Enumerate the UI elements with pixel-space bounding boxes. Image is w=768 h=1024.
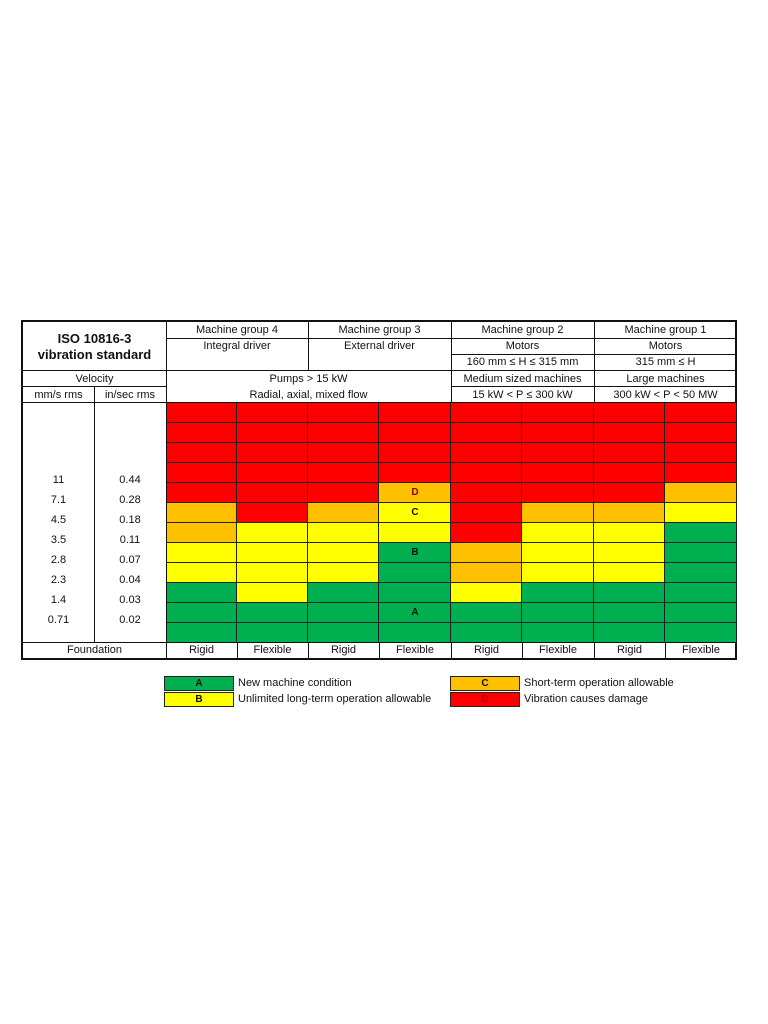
zone-cell: [451, 403, 522, 423]
velocity-in-value: 0.07: [119, 553, 141, 566]
h-rule: [23, 402, 737, 403]
zone-cell: [308, 623, 379, 643]
group-2-type: Motors: [505, 339, 540, 352]
zone-cell: [308, 583, 379, 603]
zone-cell: [166, 583, 237, 603]
zone-cell: [451, 443, 522, 463]
zone-cell: [451, 483, 522, 503]
zone-cell: [522, 483, 594, 503]
title-line-2: vibration standard: [37, 346, 152, 362]
zone-cell: [451, 503, 522, 523]
v-rule: [451, 642, 452, 658]
zone-cell: [665, 523, 737, 543]
chart-title: [23, 322, 166, 371]
zone-cell: [379, 403, 451, 423]
legend-swatch-a: A: [164, 676, 234, 691]
v-rule: [166, 322, 167, 658]
velocity-in-value: 0.18: [119, 513, 141, 526]
pumps-flow-type: Radial, axial, mixed flow: [249, 388, 368, 401]
zone-cell: [594, 443, 665, 463]
zone-cell: [451, 583, 522, 603]
foundation-flexible: Flexible: [253, 643, 292, 656]
zone-cell: [522, 583, 594, 603]
zone-cell: [594, 503, 665, 523]
zone-cell: [166, 623, 237, 643]
zone-cell: [594, 563, 665, 583]
v-rule: [308, 322, 309, 371]
foundation-rigid: Rigid: [616, 643, 643, 656]
zone-cell: [665, 563, 737, 583]
velocity-mm-value: 1.4: [50, 593, 67, 606]
unit-in-label: in/sec rms: [104, 388, 156, 401]
zone-cell: [237, 503, 308, 523]
zone-letter-d: D: [411, 487, 419, 498]
velocity-in-value: 0.02: [119, 613, 141, 626]
h-rule: [23, 370, 737, 371]
group-2-power: 15 kW < P ≤ 300 kW: [472, 388, 573, 401]
zone-cell: [379, 423, 451, 443]
zone-cell: [522, 503, 594, 523]
zone-cell: [166, 443, 237, 463]
zone-cell: [237, 563, 308, 583]
foundation-rigid: Rigid: [473, 643, 500, 656]
v-rule: [451, 322, 452, 403]
velocity-mm-value: 3.5: [50, 533, 67, 546]
legend-text-a: New machine condition: [238, 677, 352, 689]
zone-cell: [594, 583, 665, 603]
group-4-driver: Integral driver: [203, 339, 271, 352]
foundation-label: Foundation: [66, 643, 123, 656]
zone-cell: [665, 423, 737, 443]
zone-cell: [237, 543, 308, 563]
zone-cell: [594, 483, 665, 503]
legend-swatch-d: D: [450, 692, 520, 707]
zone-cell: [522, 423, 594, 443]
v-rule: [94, 387, 95, 642]
zone-cell: [522, 463, 594, 483]
zone-cell: [237, 403, 308, 423]
legend-text-b: Unlimited long-term operation allowable: [238, 693, 432, 705]
zone-cell: [451, 463, 522, 483]
zone-cell: [665, 463, 737, 483]
zone-cell: [379, 463, 451, 483]
velocity-in-value: 0.44: [119, 473, 141, 486]
velocity-in-value: 0.11: [119, 533, 141, 546]
zone-cell: [451, 423, 522, 443]
zone-cell: [237, 523, 308, 543]
zone-cell: [594, 523, 665, 543]
velocity-in-value: 0.28: [119, 493, 141, 506]
group-1-size: 315 mm ≤ H: [635, 356, 696, 368]
zone-cell: [237, 483, 308, 503]
legend-text-c: Short-term operation allowable: [524, 677, 674, 689]
v-rule: [379, 642, 380, 658]
zone-cell: [308, 423, 379, 443]
group-4-name: Machine group 4: [196, 323, 278, 336]
pumps-power: Pumps > 15 kW: [269, 372, 348, 385]
zone-cell: [379, 623, 451, 643]
zone-cell: [594, 423, 665, 443]
v-rule: [522, 642, 523, 658]
zone-cell: [665, 443, 737, 463]
zone-cell: [451, 563, 522, 583]
zone-cell: [451, 623, 522, 643]
zone-cell: [308, 603, 379, 623]
zone-cell: [522, 603, 594, 623]
zone-cell: [594, 603, 665, 623]
zone-cell: [308, 403, 379, 423]
foundation-flexible: Flexible: [682, 643, 720, 656]
vibration-severity-chart: [21, 320, 737, 660]
zone-cell: [451, 603, 522, 623]
zone-cell: [308, 563, 379, 583]
velocity-mm-value: 2.8: [50, 553, 67, 566]
zone-cell: [237, 423, 308, 443]
zone-cell: [237, 583, 308, 603]
legend-text-d: Vibration causes damage: [524, 693, 648, 705]
h-rule: [23, 642, 737, 643]
zone-letter-c: C: [411, 507, 419, 518]
velocity-mm-value: 4.5: [50, 513, 67, 526]
zone-cell: [379, 523, 451, 543]
zone-cell: [665, 583, 737, 603]
zone-cell: [522, 403, 594, 423]
zone-cell: [166, 403, 237, 423]
group-1-name: Machine group 1: [624, 323, 707, 336]
unit-mm-label: mm/s rms: [34, 388, 83, 401]
zone-cell: [308, 523, 379, 543]
group-1-power: 300 kW < P < 50 MW: [613, 388, 718, 401]
group-3-name: Machine group 3: [338, 323, 421, 336]
zone-cell: [308, 443, 379, 463]
zone-cell: [522, 523, 594, 543]
zone-cell: [522, 563, 594, 583]
zone-cell: [308, 463, 379, 483]
zone-cell: [166, 603, 237, 623]
group-3-driver: External driver: [344, 339, 415, 352]
v-rule: [665, 642, 666, 658]
v-rule: [237, 642, 238, 658]
v-rule: [594, 322, 595, 403]
zone-cell: [665, 403, 737, 423]
legend-swatch-c: C: [450, 676, 520, 691]
zone-cell: [665, 623, 737, 643]
zone-letter-a: A: [411, 607, 419, 618]
foundation-rigid: Rigid: [188, 643, 215, 656]
zone-letter-b: B: [411, 547, 419, 558]
zone-cell: [379, 563, 451, 583]
zone-cell: [308, 503, 379, 523]
zone-cell: [166, 543, 237, 563]
group-2-description: Medium sized machines: [463, 372, 582, 385]
velocity-label: Velocity: [75, 372, 114, 385]
velocity-in-value: 0.04: [119, 573, 141, 586]
zone-cell: [166, 523, 237, 543]
zone-cell: [166, 563, 237, 583]
zone-cell: [594, 623, 665, 643]
group-1-type: Motors: [648, 339, 683, 352]
zone-cell: [237, 463, 308, 483]
velocity-mm-value: 7.1: [50, 493, 67, 506]
legend-swatch-b: B: [164, 692, 234, 707]
zone-cell: [166, 483, 237, 503]
group-1-description: Large machines: [626, 372, 705, 385]
zone-cell: [522, 623, 594, 643]
foundation-rigid: Rigid: [330, 643, 357, 656]
legend: [164, 676, 724, 708]
title-line-1: ISO 10816-3: [57, 330, 132, 346]
zone-cell: [594, 543, 665, 563]
group-2-name: Machine group 2: [481, 323, 564, 336]
zone-cell: [237, 443, 308, 463]
zone-cell: [166, 503, 237, 523]
zone-cell: [665, 483, 737, 503]
zone-cell: [379, 443, 451, 463]
v-rule: [308, 642, 309, 658]
zone-cell: [237, 603, 308, 623]
zone-cell: [308, 483, 379, 503]
zone-cell: [379, 583, 451, 603]
zone-cell: [166, 463, 237, 483]
group-2-size: 160 mm ≤ H ≤ 315 mm: [466, 356, 579, 368]
foundation-flexible: Flexible: [539, 643, 577, 656]
zone-cell: [308, 543, 379, 563]
zone-cell: [451, 543, 522, 563]
velocity-mm-value: 0.71: [47, 613, 70, 626]
zone-cell: [237, 623, 308, 643]
foundation-flexible: Flexible: [396, 643, 434, 656]
velocity-in-value: 0.03: [119, 593, 141, 606]
zone-cell: [451, 523, 522, 543]
zone-cell: [594, 463, 665, 483]
zone-cell: [665, 503, 737, 523]
zone-cell: [594, 403, 665, 423]
zone-cell: [522, 543, 594, 563]
zone-cell: [166, 423, 237, 443]
zone-cell: [665, 543, 737, 563]
zone-cell: [665, 603, 737, 623]
velocity-mm-value: 2.3: [50, 573, 67, 586]
zone-cell: [522, 443, 594, 463]
v-rule: [594, 642, 595, 658]
velocity-mm-value: 11: [52, 473, 65, 486]
